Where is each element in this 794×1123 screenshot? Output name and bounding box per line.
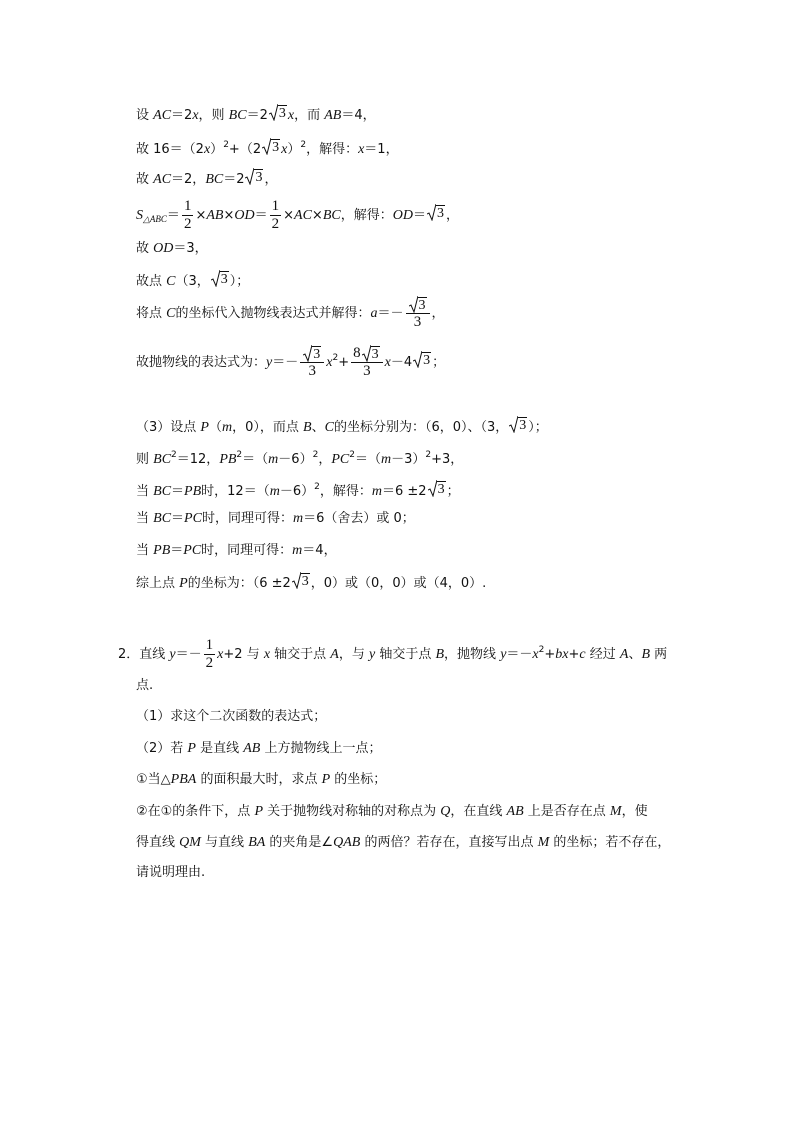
part3-line-2 bbox=[136, 446, 463, 469]
text: ； bbox=[432, 355, 446, 370]
text: 综上点 bbox=[136, 576, 180, 591]
text: ） bbox=[287, 142, 301, 157]
exponent: 2 bbox=[332, 353, 339, 363]
text: 故抛物线的表达式为： bbox=[136, 355, 267, 370]
radicand: 3 bbox=[301, 574, 309, 589]
text: ，0），而点 bbox=[232, 420, 304, 435]
var-m: m bbox=[221, 420, 233, 435]
var-b: B bbox=[641, 647, 651, 662]
text: ＝（ bbox=[242, 452, 269, 467]
problem2-line-1 bbox=[118, 628, 667, 677]
text: ，解得： bbox=[306, 142, 359, 157]
exponent: 2 bbox=[538, 645, 545, 655]
radicand: 3 bbox=[418, 298, 426, 313]
text: +（2 bbox=[228, 142, 262, 157]
sqrt bbox=[362, 345, 380, 362]
var-pc: PC bbox=[183, 543, 202, 558]
denominator: 3 bbox=[363, 363, 371, 379]
part3-line-6 bbox=[136, 572, 486, 593]
solution-line-4 bbox=[136, 196, 459, 239]
text: ＝ bbox=[166, 208, 180, 223]
part3-line-1 bbox=[136, 416, 548, 437]
text: ＝ bbox=[412, 208, 426, 223]
text: ＝2， bbox=[171, 172, 206, 187]
problem2-line-2 bbox=[136, 677, 153, 695]
text: ＝2 bbox=[223, 172, 245, 187]
var-y: y bbox=[369, 647, 376, 662]
var-ac: AC bbox=[153, 172, 172, 187]
denominator: 2 bbox=[205, 655, 214, 671]
text: × bbox=[195, 208, 207, 223]
text: × bbox=[223, 208, 235, 223]
fraction bbox=[182, 198, 194, 233]
text: ＝ bbox=[254, 208, 268, 223]
text: 、 bbox=[628, 647, 642, 662]
part3-line-4 bbox=[136, 510, 415, 528]
var-c: C bbox=[166, 274, 176, 289]
var-m: M bbox=[537, 835, 550, 850]
text: ， bbox=[264, 172, 278, 187]
var-pc: PC bbox=[331, 452, 350, 467]
sqrt bbox=[427, 204, 445, 221]
text: 请说明理由. bbox=[136, 865, 206, 880]
var-a: A bbox=[330, 647, 339, 662]
var-bc: BC bbox=[228, 108, 247, 123]
var-x: x bbox=[358, 142, 365, 157]
var-bc: BC bbox=[153, 484, 172, 499]
sqrt bbox=[428, 480, 446, 497]
text: －6） bbox=[278, 452, 313, 467]
fraction bbox=[300, 345, 324, 380]
var-q: Q bbox=[440, 804, 451, 819]
text: 当 bbox=[136, 511, 154, 526]
var-ab: AB bbox=[206, 208, 224, 223]
radicand: 3 bbox=[278, 106, 286, 121]
text: ＝6 ±2 bbox=[381, 484, 427, 499]
text: 、 bbox=[311, 420, 325, 435]
fraction bbox=[406, 296, 430, 331]
text: 经过 bbox=[585, 647, 620, 662]
var-ab: AB bbox=[243, 741, 261, 756]
numerator bbox=[406, 296, 430, 314]
text: ，解得： bbox=[319, 484, 372, 499]
question-2b-line-2 bbox=[136, 834, 670, 852]
var-bc: BC bbox=[153, 452, 172, 467]
sqrt bbox=[262, 138, 280, 155]
var-m: M bbox=[609, 804, 622, 819]
numerator: 1 bbox=[271, 198, 280, 214]
text: 点. bbox=[136, 678, 154, 693]
text: －6） bbox=[279, 484, 315, 499]
var-od: OD bbox=[392, 208, 413, 223]
sqrt bbox=[269, 104, 287, 121]
text: + bbox=[338, 355, 350, 370]
text: 的面积最大时，求点 bbox=[196, 772, 322, 787]
text: 上是否存在点 bbox=[523, 804, 610, 819]
part3-line-3 bbox=[136, 478, 460, 501]
text: ＝6（舍去）或 0； bbox=[303, 511, 415, 526]
text: ，0）或（0，0）或（4，0）. bbox=[310, 576, 487, 591]
text: 是直线 bbox=[195, 741, 244, 756]
var-p: P bbox=[200, 420, 209, 435]
exponent: 2 bbox=[223, 140, 229, 150]
var-c: C bbox=[324, 420, 334, 435]
text: + bbox=[568, 647, 580, 662]
var-bc: BC bbox=[205, 172, 224, 187]
var-m: m bbox=[268, 452, 279, 467]
numerator: 1 bbox=[183, 198, 192, 214]
var-x: x bbox=[192, 108, 199, 123]
radicand: 3 bbox=[313, 347, 321, 362]
var-pb: PB bbox=[219, 452, 237, 467]
radicand: 3 bbox=[436, 206, 444, 221]
text: + bbox=[544, 647, 556, 662]
question-2b-line-3 bbox=[136, 864, 205, 882]
fraction bbox=[204, 637, 216, 672]
radicand: 3 bbox=[220, 272, 228, 287]
question-2 bbox=[136, 740, 381, 758]
var-x: x bbox=[217, 647, 224, 662]
var-a: A bbox=[619, 647, 629, 662]
var-y: y bbox=[169, 647, 176, 662]
var-b: B bbox=[435, 647, 445, 662]
text: ， bbox=[431, 306, 445, 321]
question-2a bbox=[136, 771, 386, 789]
var-x: x bbox=[203, 142, 211, 157]
text: 的夹角是∠ bbox=[265, 835, 334, 850]
text: ＝2 bbox=[246, 108, 268, 123]
text: ①当△ bbox=[136, 772, 171, 787]
radicand: 3 bbox=[272, 140, 280, 155]
text: ＝4， bbox=[302, 543, 337, 558]
var-m: m bbox=[292, 543, 303, 558]
text: 关于抛物线对称轴的对称点为 bbox=[263, 804, 441, 819]
text: ＝－ bbox=[377, 306, 404, 321]
fraction bbox=[270, 198, 282, 233]
coefficient: 8 bbox=[353, 345, 361, 361]
var-s: S bbox=[136, 208, 143, 223]
denominator: 2 bbox=[183, 216, 192, 232]
text: × bbox=[311, 208, 323, 223]
sqrt bbox=[413, 351, 431, 368]
solution-line-8 bbox=[136, 336, 445, 385]
text: 直线 bbox=[139, 647, 170, 662]
text: 两 bbox=[650, 647, 668, 662]
solution-line-1 bbox=[136, 104, 376, 125]
var-x: x bbox=[384, 355, 391, 370]
text: ＝－ bbox=[175, 647, 202, 662]
exponent: 2 bbox=[349, 450, 355, 460]
text: ＝2 bbox=[171, 108, 193, 123]
var-bc: BC bbox=[322, 208, 341, 223]
text: ，与 bbox=[338, 647, 369, 662]
text: （1）求这个二次函数的表达式； bbox=[136, 709, 327, 724]
text: ＝ bbox=[170, 543, 184, 558]
radicand: 3 bbox=[519, 418, 527, 433]
denominator: 2 bbox=[271, 216, 280, 232]
text: 故点 bbox=[136, 274, 167, 289]
text: ，使 bbox=[621, 804, 648, 819]
var-ba: BA bbox=[248, 835, 266, 850]
text: 故 16＝（2 bbox=[136, 142, 204, 157]
text: －3） bbox=[391, 452, 426, 467]
text: 故 bbox=[136, 241, 154, 256]
var-m: m bbox=[269, 484, 280, 499]
text: ＝ bbox=[171, 511, 185, 526]
text: ②在①的条件下，点 bbox=[136, 804, 255, 819]
text: 上方抛物线上一点； bbox=[260, 741, 382, 756]
var-qab: QAB bbox=[333, 835, 361, 850]
sqrt bbox=[409, 296, 427, 313]
text: ＝12， bbox=[176, 452, 220, 467]
exponent: 2 bbox=[314, 482, 320, 492]
text: 的坐标代入抛物线表达式并解得： bbox=[175, 306, 371, 321]
text: ＝ bbox=[171, 484, 185, 499]
var-ab: AB bbox=[324, 108, 342, 123]
text: －4 bbox=[390, 355, 413, 370]
text: ，则 bbox=[198, 108, 229, 123]
radicand: 3 bbox=[255, 170, 263, 185]
var-x: x bbox=[326, 355, 333, 370]
var-x: x bbox=[532, 647, 539, 662]
var-a: a bbox=[370, 306, 378, 321]
exponent: 2 bbox=[236, 450, 243, 460]
var-pb: PB bbox=[184, 484, 202, 499]
text: 时，同理可得： bbox=[201, 543, 293, 558]
solution-line-2 bbox=[136, 136, 399, 159]
var-x: x bbox=[287, 108, 295, 123]
exponent: 2 bbox=[171, 450, 177, 460]
text: ， bbox=[445, 208, 459, 223]
text: （3）设点 bbox=[136, 420, 201, 435]
text: 与直线 bbox=[200, 835, 249, 850]
text: ，抛物线 bbox=[444, 647, 501, 662]
text: 故 bbox=[136, 172, 154, 187]
text: 当 bbox=[136, 543, 154, 558]
var-od: OD bbox=[234, 208, 255, 223]
var-y: y bbox=[266, 355, 273, 370]
text: 得直线 bbox=[136, 835, 180, 850]
text: ＝1， bbox=[364, 142, 399, 157]
text: 轴交于点 bbox=[270, 647, 331, 662]
var-m: m bbox=[380, 452, 392, 467]
text: 的坐标分别为：（6，0）、（3， bbox=[333, 420, 509, 435]
text: 将点 bbox=[136, 306, 167, 321]
var-m: m bbox=[371, 484, 382, 499]
sqrt bbox=[211, 270, 229, 287]
text: ＝－ bbox=[506, 647, 533, 662]
text: ，在直线 bbox=[450, 804, 507, 819]
text: ）； bbox=[528, 420, 548, 435]
var-b: B bbox=[303, 420, 312, 435]
sqrt bbox=[292, 572, 310, 589]
problem-number: 2． bbox=[118, 647, 140, 662]
text: 时，同理可得： bbox=[201, 511, 293, 526]
text: ，而 bbox=[294, 108, 325, 123]
subscript: △ABC bbox=[143, 214, 167, 224]
var-pc: PC bbox=[184, 511, 202, 526]
denominator: 3 bbox=[308, 363, 316, 379]
var-bc: BC bbox=[153, 511, 172, 526]
exponent: 2 bbox=[300, 140, 307, 150]
var-p: P bbox=[179, 576, 188, 591]
var-c: c bbox=[579, 647, 586, 662]
fraction bbox=[351, 345, 383, 380]
var-pba: PBA bbox=[170, 772, 197, 787]
numerator bbox=[351, 345, 383, 363]
text: × bbox=[283, 208, 295, 223]
text: ＝－ bbox=[272, 355, 299, 370]
var-p: P bbox=[254, 804, 264, 819]
solution-line-7 bbox=[136, 292, 445, 336]
numerator bbox=[300, 345, 324, 363]
exponent: 2 bbox=[312, 450, 319, 460]
text: 的两倍？若存在，直接写出点 bbox=[360, 835, 538, 850]
sqrt bbox=[245, 168, 263, 185]
text: ； bbox=[446, 484, 460, 499]
denominator: 3 bbox=[413, 314, 422, 330]
text: 的坐标； bbox=[330, 772, 387, 787]
radicand: 3 bbox=[423, 353, 431, 368]
var-p: P bbox=[187, 741, 196, 756]
var-bx: bx bbox=[555, 647, 569, 662]
text: ， bbox=[318, 452, 332, 467]
solution-line-3 bbox=[136, 168, 278, 189]
sqrt bbox=[303, 345, 321, 362]
text: 的坐标为：（6 ±2 bbox=[187, 576, 291, 591]
part3-line-5 bbox=[136, 542, 337, 560]
var-ab: AB bbox=[506, 804, 524, 819]
var-pb: PB bbox=[153, 543, 171, 558]
var-ac: AC bbox=[294, 208, 312, 223]
radicand: 3 bbox=[371, 347, 379, 362]
var-ac: AC bbox=[153, 108, 172, 123]
text: （ bbox=[208, 420, 222, 435]
text: 则 bbox=[136, 452, 154, 467]
text: ，解得： bbox=[340, 208, 393, 223]
text: ＝（ bbox=[354, 452, 381, 467]
text: ＝3， bbox=[173, 241, 208, 256]
solution-line-6 bbox=[136, 270, 249, 291]
text: 时，12＝（ bbox=[201, 484, 270, 499]
var-od: OD bbox=[153, 241, 174, 256]
text: ） bbox=[210, 142, 224, 157]
text: （3， bbox=[175, 274, 210, 289]
numerator: 1 bbox=[205, 637, 214, 653]
text: ）； bbox=[229, 274, 250, 289]
text: +3， bbox=[431, 452, 464, 467]
text: （2）若 bbox=[136, 741, 188, 756]
var-x: x bbox=[281, 142, 288, 157]
text: 的坐标；若不存在， bbox=[549, 835, 671, 850]
exponent: 2 bbox=[425, 450, 432, 460]
var-x: x bbox=[263, 647, 271, 662]
text: 当 bbox=[136, 484, 154, 499]
text: +2 与 bbox=[223, 647, 264, 662]
var-qm: QM bbox=[179, 835, 201, 850]
sqrt bbox=[509, 416, 527, 433]
question-1 bbox=[136, 708, 326, 726]
var-p: P bbox=[321, 772, 331, 787]
var-m: m bbox=[292, 511, 304, 526]
var-y: y bbox=[500, 647, 507, 662]
radicand: 3 bbox=[437, 482, 445, 497]
text: 设 bbox=[136, 108, 154, 123]
text: ＝4， bbox=[341, 108, 376, 123]
solution-line-5 bbox=[136, 240, 208, 258]
text: 轴交于点 bbox=[375, 647, 436, 662]
question-2b-line-1 bbox=[136, 803, 648, 821]
var-c: C bbox=[166, 306, 176, 321]
